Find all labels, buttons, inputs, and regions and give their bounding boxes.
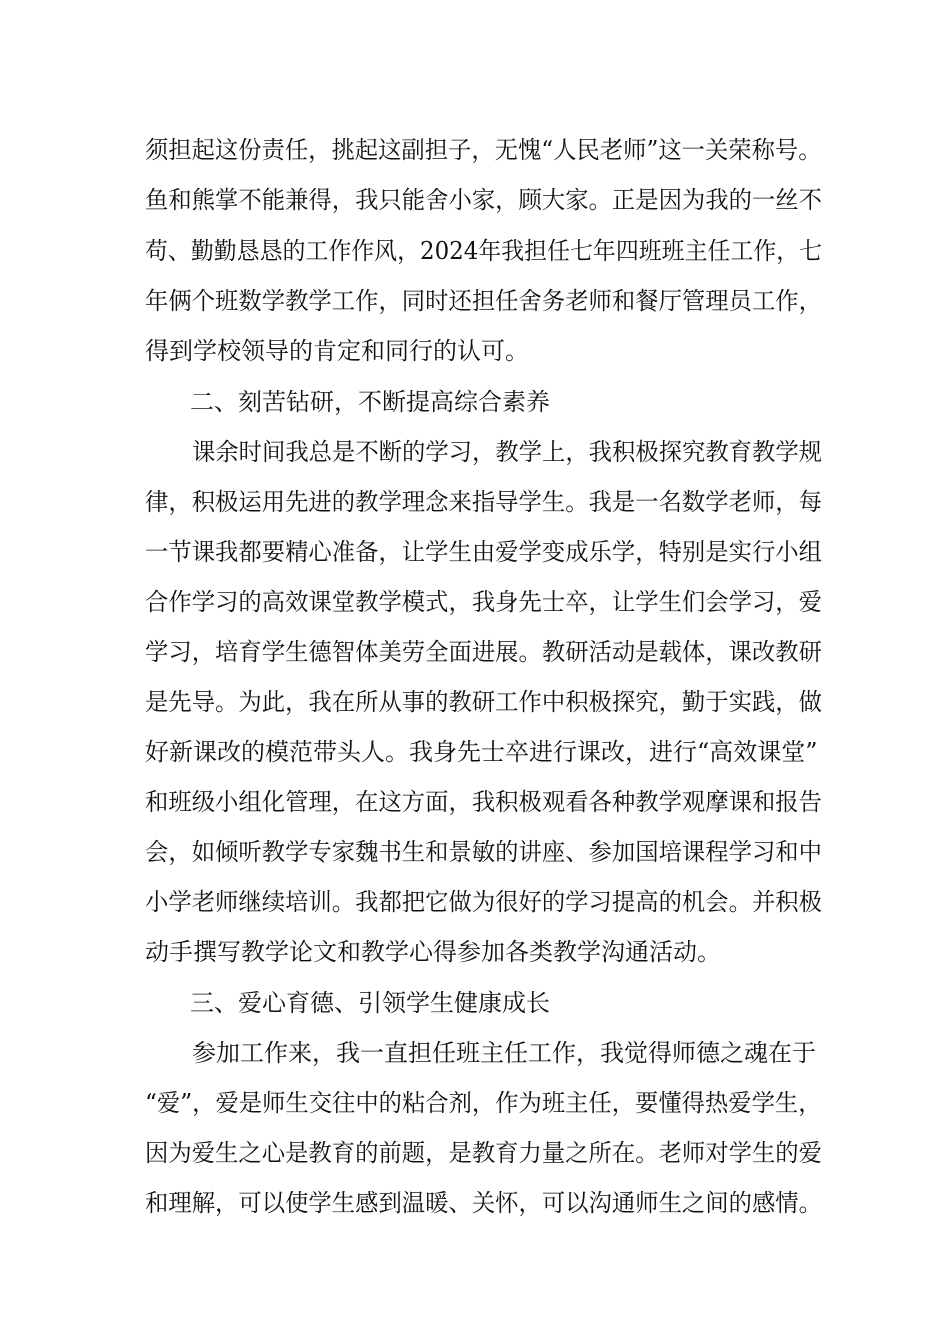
paragraph-5-line-3: 因为爱生之心是教育的前题，是教育力量之所在。老师对学生的爱 <box>145 1139 822 1167</box>
paragraph-1-line-2: 鱼和熊掌不能兼得，我只能舍小家，顾大家。正是因为我的一丝不 <box>145 186 822 214</box>
paragraph-5-line-1: 参加工作来，我一直担任班主任工作，我觉得师德之魂在于 <box>192 1039 816 1067</box>
paragraph-1-line-4: 年俩个班数学教学工作，同时还担任舍务老师和餐厅管理员工作， <box>145 287 822 315</box>
paragraph-3-line-8: 和班级小组化管理，在这方面，我积极观看各种教学观摩课和报告 <box>145 788 822 816</box>
paragraph-1-line-5: 得到学校领导的肯定和同行的认可。 <box>145 337 529 365</box>
paragraph-3-line-2: 律，积极运用先进的教学理念来指导学生。我是一名数学老师，每 <box>145 488 822 516</box>
paragraph-3-line-1: 课余时间我总是不断的学习，教学上，我积极探究教育教学规 <box>192 438 822 466</box>
paragraph-3-line-4: 合作学习的高效课堂教学模式，我身先士卒，让学生们会学习，爱 <box>145 588 822 616</box>
section-heading-3: 三、爱心育德、引领学生健康成长 <box>190 989 550 1017</box>
paragraph-3-line-3: 一节课我都要精心准备，让学生由爱学变成乐学，特别是实行小组 <box>145 538 822 566</box>
paragraph-1-line-1: 须担起这份责任，挑起这副担子，无愧“人民老师”这一关荣称号。 <box>145 136 822 164</box>
paragraph-3-line-5: 学习，培育学生德智体美劳全面进展。教研活动是载体，课改教研 <box>145 638 822 666</box>
paragraph-5-line-4: 和理解，可以使学生感到温暖、关怀，可以沟通师生之间的感情。 <box>145 1189 822 1217</box>
paragraph-3-line-10: 小学老师继续培训。我都把它做为很好的学习提高的机会。并积极 <box>145 888 822 916</box>
paragraph-1-line-3: 苟、勤勤恳恳的工作作风，2024年我担任七年四班班主任工作，七 <box>145 237 823 265</box>
paragraph-3-line-9: 会，如倾听教学专家魏书生和景敏的讲座、参加国培课程学习和中 <box>145 838 822 866</box>
paragraph-3-line-7: 好新课改的模范带头人。我身先士卒进行课改，进行“高效课堂” <box>145 738 818 766</box>
paragraph-5-line-2: “爱”，爱是师生交往中的粘合剂，作为班主任，要懂得热爱学生， <box>145 1089 822 1117</box>
paragraph-3-line-6: 是先导。为此，我在所从事的教研工作中积极探究，勤于实践，做 <box>145 688 822 716</box>
paragraph-3-line-11: 动手撰写教学论文和教学心得参加各类教学沟通活动。 <box>145 938 721 966</box>
section-heading-2: 二、刻苦钻研，不断提高综合素养 <box>190 388 550 416</box>
